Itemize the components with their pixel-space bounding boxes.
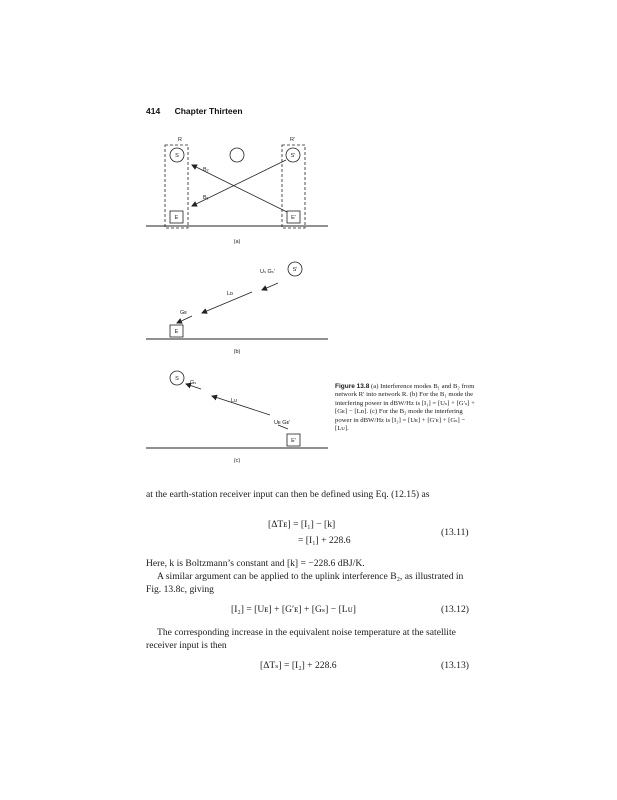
paragraph-2: Here, k is Boltzmann’s constant and [k] = −228.6 dBJ/K.	[146, 558, 365, 569]
label-GE: Gᴇ	[180, 310, 187, 316]
label-GS: Gₛ	[190, 380, 197, 386]
equation-13-11-line-1: [ΔTᴇ] = [I₁] − [k]	[268, 519, 336, 530]
label-US-GS-prime: Uₛ Gₛ'	[260, 269, 275, 275]
caption-text: (a) Interference modes B₁ and B₂ from network R′ into network R. (b) For the B₁ mode the interfering power in dBW/Hz is [I₁] = [Uₛ] + [G′ₛ] + [Gᴇ] − [Lᴅ]. (c) For the B₂ mode the interfering power in dBW/Hz is [I₂] = [Uᴇ] + [G′ᴇ] + [Gₛ] − [Lᴜ].	[335, 383, 475, 433]
chapter-title: Chapter Thirteen	[174, 106, 243, 116]
equation-13-13: [ΔTₛ] = [I₂] + 228.6	[260, 660, 337, 671]
label-UE-GE-prime: Uᴇ Gᴇ'	[274, 420, 291, 426]
satellite-S-label: S	[175, 153, 179, 159]
earth-station-E-label: E	[174, 215, 179, 221]
label-R: R	[178, 137, 182, 143]
panel-c	[146, 371, 328, 464]
satellite-S-c-label: S	[175, 376, 179, 382]
satellite-other	[230, 148, 244, 162]
earth-station-E-prime-c-label: E'	[291, 438, 296, 444]
equation-13-12-number: (13.12)	[441, 604, 469, 615]
label-LD: Lᴅ	[227, 291, 234, 297]
panel-a-label: (a)	[233, 239, 241, 245]
earth-station-E-prime-label: E'	[291, 215, 296, 221]
caption-label: Figure 13.8	[335, 383, 370, 390]
figure-caption	[335, 383, 475, 433]
earth-station-E-b-label: E	[174, 329, 179, 335]
equation-13-12: [I₂] = [Uᴇ] + [G′ᴇ] + [Gₛ] − [Lᴜ]	[231, 604, 356, 615]
paragraph-3: A similar argument can be applied to the uplink interference B₂, as illustrated in Fig. 13.8c, giving	[146, 571, 464, 596]
page-number: 414	[146, 106, 161, 116]
paragraph-1: at the earth-station receiver input can then be defined using Eq. (12.15) as	[146, 489, 430, 500]
equation-13-11-number: (13.11)	[441, 527, 469, 538]
equation-13-11-line-2: = [I₁] + 228.6	[298, 535, 351, 546]
beam-B1-label: B₁	[203, 195, 209, 201]
paragraph-4: The corresponding increase in the equivalent noise temperature at the satellite receiver input is then	[146, 627, 456, 652]
panel-b	[146, 262, 328, 355]
satellite-S-prime-b-label: S'	[292, 267, 298, 273]
label-LU: Lᴜ	[231, 398, 238, 404]
panel-c-label: (c)	[233, 458, 241, 464]
panel-b-label: (b)	[233, 349, 241, 355]
equation-13-13-number: (13.13)	[441, 660, 469, 671]
beam-B2-label: B₂	[203, 167, 209, 173]
tx-arrow-b	[262, 283, 278, 290]
rx-arrow-b	[177, 316, 192, 323]
panel-a	[146, 137, 328, 245]
satellite-S-prime-label: S'	[290, 153, 296, 159]
uplink-arrow-c	[212, 396, 270, 415]
label-R-prime: R'	[290, 137, 296, 143]
